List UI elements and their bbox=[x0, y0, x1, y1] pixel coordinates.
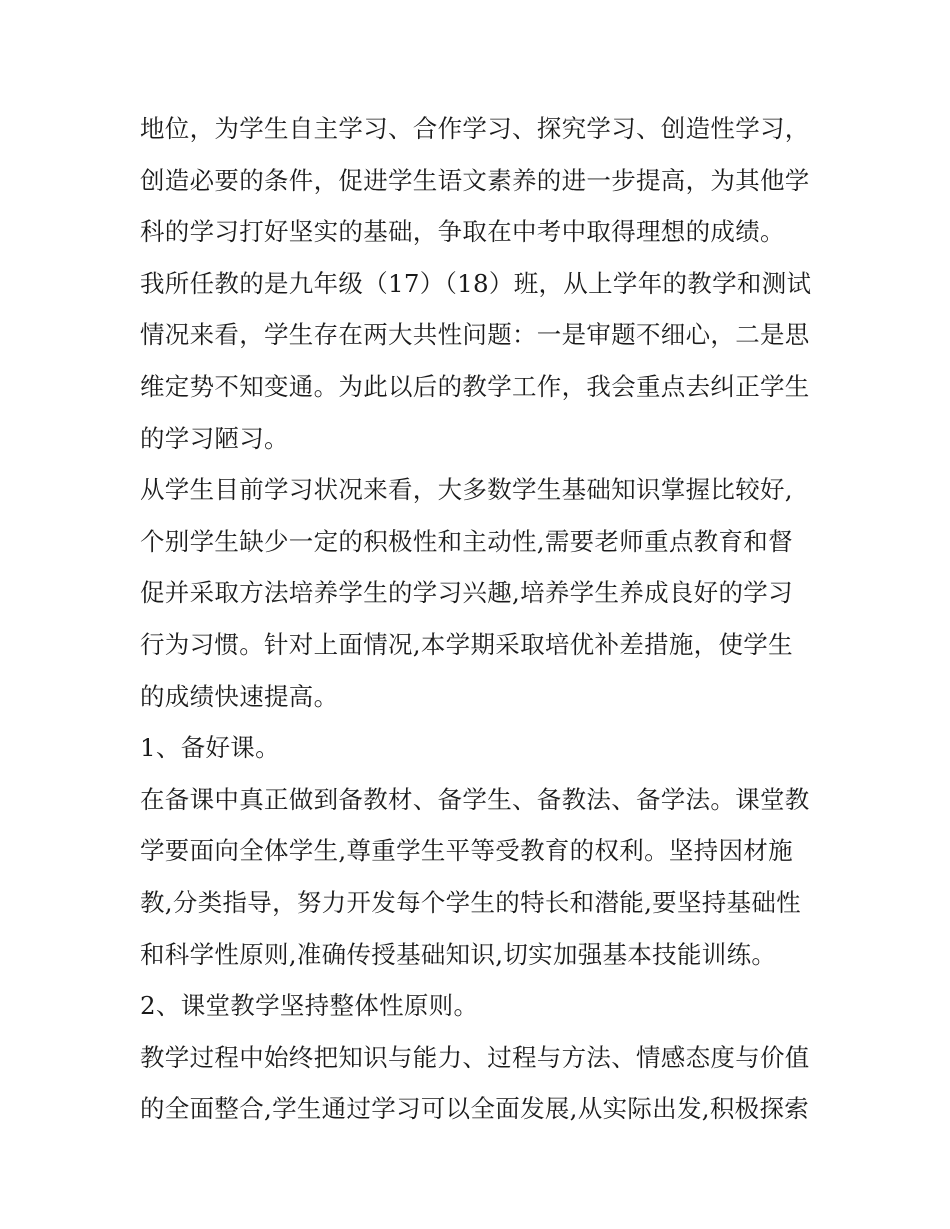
text-line: 学要面向全体学生,尊重学生平等受教育的权利。坚持因材施 bbox=[140, 836, 793, 866]
text-line: 教,分类指导，努力开发每个学生的特长和潜能,要坚持基础性 bbox=[140, 887, 801, 917]
text-line: 促并采取方法培养学生的学习兴趣,培养学生养成良好的学习 bbox=[140, 578, 793, 608]
text-line: 科的学习打好坚实的基础，争取在中考中取得理想的成绩。 bbox=[140, 217, 785, 247]
text-line: 地位，为学生自主学习、合作学习、探究学习、创造性学习， bbox=[140, 114, 810, 143]
document-body bbox=[140, 103, 820, 1135]
text-line: 的成绩快速提高。 bbox=[140, 681, 339, 711]
section-heading-2: 2、课堂教学坚持整体性原则。 bbox=[140, 991, 479, 1021]
text-line: 我所任教的是九年级（17）（18）班，从上学年的教学和测试 bbox=[140, 268, 812, 298]
text-line: 和科学性原则,准确传授基础知识,切实加强基本技能训练。 bbox=[140, 939, 777, 969]
text-line: 在备课中真正做到备教材、备学生、备教法、备学法。课堂教 bbox=[140, 784, 810, 814]
text-line: 教学过程中始终把知识与能力、过程与方法、情感态度与价值 bbox=[140, 1042, 810, 1072]
text-line: 个别学生缺少一定的积极性和主动性,需要老师重点教育和督 bbox=[140, 526, 793, 556]
text-line: 维定势不知变通。为此以后的教学工作，我会重点去纠正学生 bbox=[140, 371, 810, 401]
text-line: 行为习惯。针对上面情况,本学期采取培优补差措施，使学生 bbox=[140, 629, 793, 659]
text-line: 情况来看，学生存在两大共性问题：一是审题不细心，二是思 bbox=[140, 320, 810, 350]
text-line: 的学习陋习。 bbox=[140, 423, 289, 453]
text-line: 的全面整合,学生通过学习可以全面发展,从实际出发,积极探索 bbox=[140, 1094, 810, 1124]
text-line: 创造必要的条件，促进学生语文素养的进一步提高，为其他学 bbox=[140, 165, 810, 195]
text-line: 从学生目前学习状况来看，大多数学生基础知识掌握比较好, bbox=[140, 475, 793, 505]
section-heading-1: 1、备好课。 bbox=[140, 733, 280, 763]
